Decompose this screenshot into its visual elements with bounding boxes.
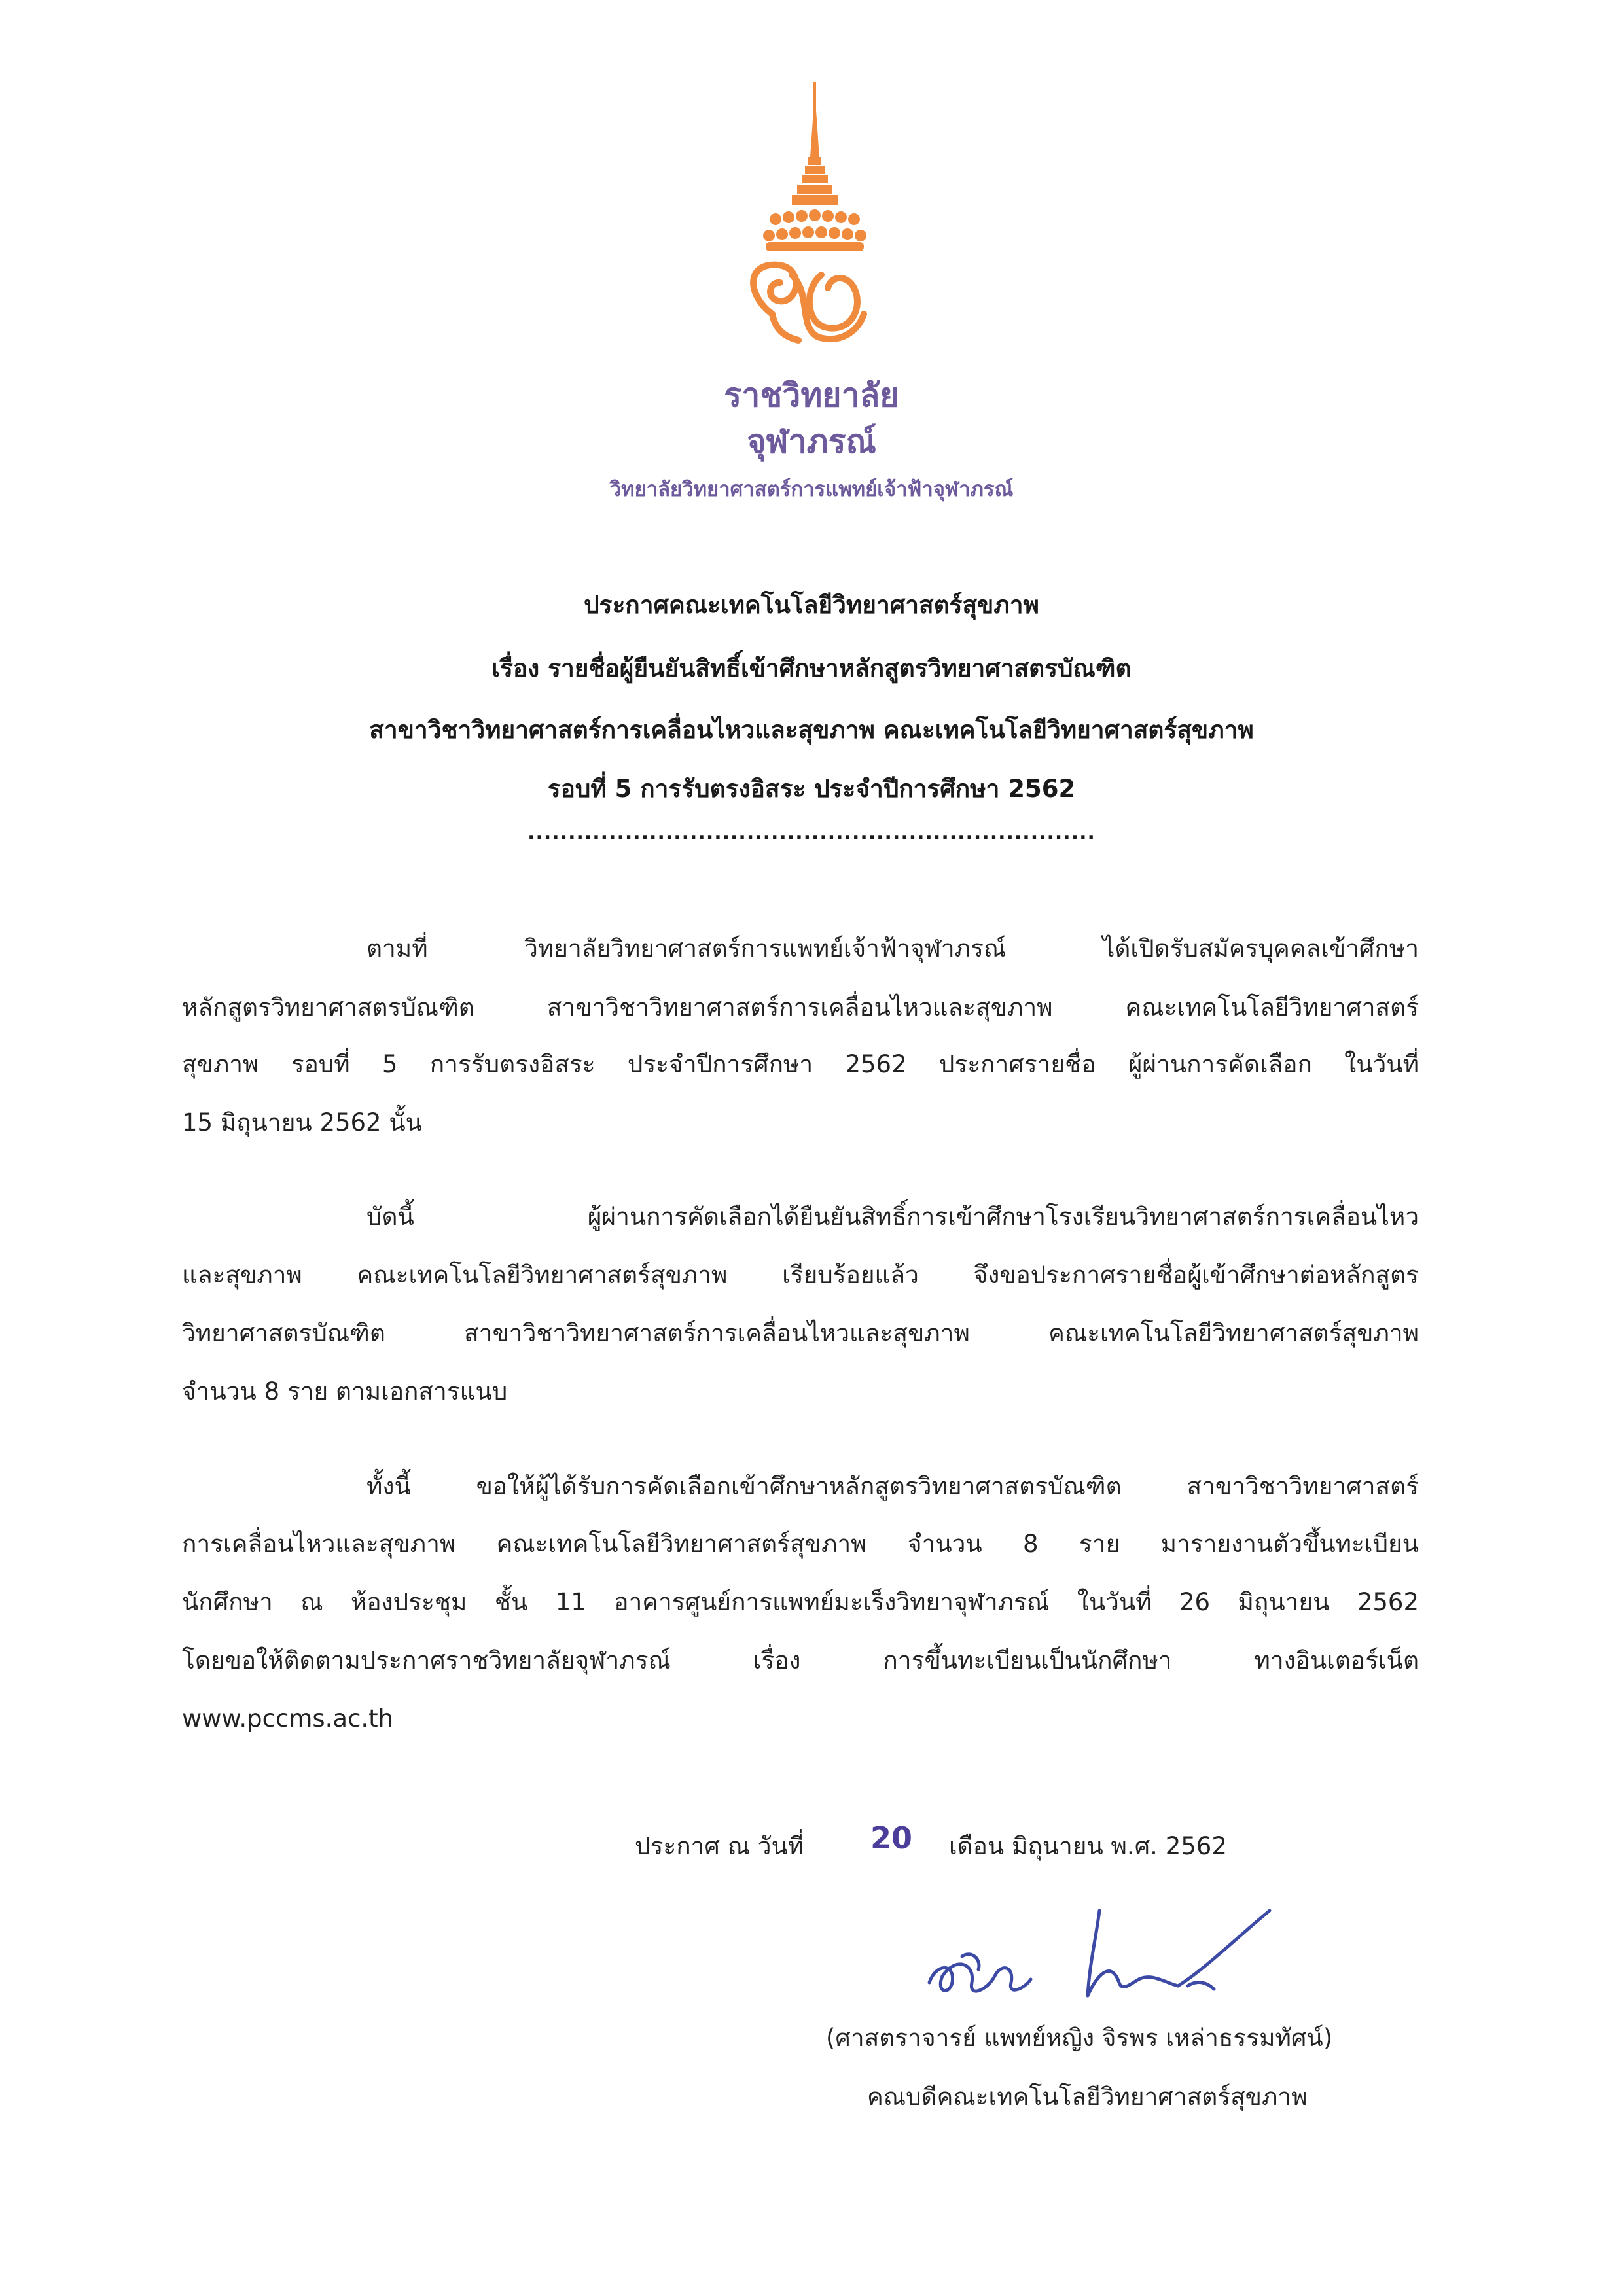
signer-name: (ศาสตราจารย์ แพทย์หญิง จิรพร เหล่าธรรมทัศน์) <box>826 2024 1333 2052</box>
paragraph-1-line: 15 มิถุนายน 2562 นั้น <box>182 1108 422 1137</box>
paragraph-1-line: สุขภาพ รอบที่ 5 การรับตรงอิสระ ประจำปีการศึกษา 2562 ประกาศรายชื่อ ผู้ผ่านการคัดเลือก ในวันที่ <box>182 1050 1419 1078</box>
paragraph-2-line: บัดนี้ ผู้ผ่านการคัดเลือกได้ยืนยันสิทธิ์การเข้าศึกษาโรงเรียนวิทยาศาสตร์การเคลื่อนไหว <box>366 1203 1419 1231</box>
college-name: วิทยาลัยวิทยาศาสตร์การแพทย์เจ้าฟ้าจุฬาภรณ์ <box>609 478 1014 501</box>
announcement-program: สาขาวิชาวิทยาศาสตร์การเคลื่อนไหวและสุขภาพ คณะเทคโนโลยีวิทยาศาสตร์สุขภาพ <box>369 716 1254 744</box>
paragraph-1-line: ตามที่ วิทยาลัยวิทยาศาสตร์การแพทย์เจ้าฟ้าจุฬาภรณ์ ได้เปิดรับสมัครบุคคลเข้าศึกษา <box>366 934 1419 963</box>
signer-title: คณบดีคณะเทคโนโลยีวิทยาศาสตร์สุขภาพ <box>867 2083 1308 2111</box>
paragraph-3-line: ทั้งนี้ ขอให้ผู้ได้รับการคัดเลือกเข้าศึกษาหลักสูตรวิทยาศาสตรบัณฑิต สาขาวิชาวิทยาศาสตร์ <box>366 1472 1419 1500</box>
paragraph-1-line: หลักสูตรวิทยาศาสตรบัณฑิต สาขาวิชาวิทยาศาสตร์การเคลื่อนไหวและสุขภาพ คณะเทคโนโลยีวิทยาศาสตร์ <box>182 993 1419 1021</box>
university-name-line2: จุฬาภรณ์ <box>747 423 876 461</box>
royal-crown-emblem-icon <box>707 79 923 380</box>
paragraph-2-line: และสุขภาพ คณะเทคโนโลยีวิทยาศาสตร์สุขภาพ เรียบร้อยแล้ว จึงขอประกาศรายชื่อผู้เข้าศึกษาต่อหลักสูตร <box>182 1261 1419 1289</box>
announcement-subject: เรื่อง รายชื่อผู้ยืนยันสิทธิ์เข้าศึกษาหลักสูตรวิทยาศาสตรบัณฑิต <box>491 654 1132 682</box>
announcement-round: รอบที่ 5 การรับตรงอิสระ ประจำปีการศึกษา 2562 <box>547 775 1076 803</box>
announce-day: 20 <box>870 1820 913 1856</box>
announce-month-year: เดือน มิถุนายน พ.ศ. 2562 <box>949 1832 1227 1860</box>
announce-date-prefix: ประกาศ ณ วันที่ <box>635 1832 804 1860</box>
paragraph-2-line: วิทยาศาสตรบัณฑิต สาขาวิชาวิทยาศาสตร์การเคลื่อนไหวและสุขภาพ คณะเทคโนโลยีวิทยาศาสตร์สุขภาพ <box>182 1319 1419 1347</box>
title-divider: ...................................................................... <box>527 821 1096 844</box>
announcement-title: ประกาศคณะเทคโนโลยีวิทยาศาสตร์สุขภาพ <box>584 591 1039 619</box>
paragraph-3-line: นักศึกษา ณ ห้องประชุม ชั้น 11 อาคารศูนย์การแพทย์มะเร็งวิทยาจุฬาภรณ์ ในวันที่ 26 มิถุนายน 2562 <box>182 1588 1419 1616</box>
signature-image <box>916 1884 1296 2015</box>
university-name-line1: ราชวิทยาลัย <box>724 376 899 414</box>
paragraph-2-line: จำนวน 8 ราย ตามเอกสารแนบ <box>182 1377 508 1405</box>
paragraph-3-line: การเคลื่อนไหวและสุขภาพ คณะเทคโนโลยีวิทยาศาสตร์สุขภาพ จำนวน 8 ราย มารายงานตัวขึ้นทะเบียน <box>182 1530 1419 1558</box>
paragraph-3-line: โดยขอให้ติดตามประกาศราชวิทยาลัยจุฬาภรณ์ เรื่อง การขึ้นทะเบียนเป็นนักศึกษา ทางอินเตอร์เน็ต <box>182 1646 1419 1674</box>
website-link: www.pccms.ac.th <box>182 1704 394 1733</box>
